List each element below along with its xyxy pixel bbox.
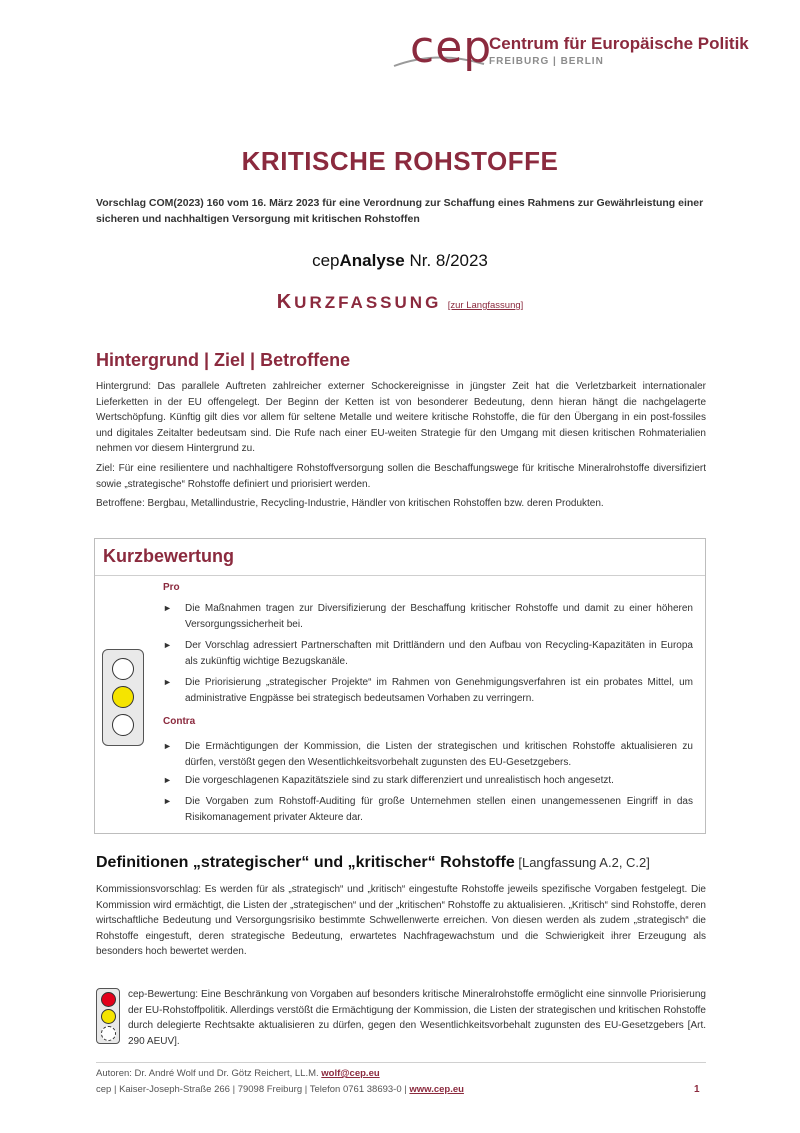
analysis-name: Analyse	[339, 251, 405, 270]
betroffene-paragraph: Betroffene: Bergbau, Metallindustrie, Recycling-Industrie, Händler von kritischen Rohstoffen bzw. deren Produkten.	[96, 498, 604, 509]
bullet-triangle-icon: ►	[163, 775, 172, 785]
contra-label: Contra	[163, 716, 196, 727]
org-cities: FREIBURG | BERLIN	[489, 56, 604, 67]
bullet-triangle-icon: ►	[163, 677, 172, 687]
langfassung-reference: [Langfassung A.2, C.2]	[514, 855, 650, 870]
website-link[interactable]: www.cep.eu	[409, 1084, 464, 1095]
small-traffic-light-green-lamp	[101, 1026, 116, 1041]
logo-wordmark: cep	[410, 22, 493, 73]
pro-item: ► Die Priorisierung „strategischer Projekte“ im Rahmen von Genehmigungsverfahren ist ein probates Mittel, um administrative Engpässe bei strategisch bedeutsamen Vorhaben zu verringern.	[163, 677, 693, 704]
contra-item: ► Die Vorgaben zum Rohstoff-Auditing für große Unternehmen stellen einen unangemessenen Eingriff in das Risikomanagement privater Akteure dar.	[163, 796, 693, 823]
section-definitionen-title: Definitionen „strategischer“ und „kritischer“ Rohstoffe [Langfassung A.2, C.2]	[96, 854, 650, 871]
org-name: Centrum für Europäische Politik	[489, 34, 749, 53]
traffic-light-yellow-lamp	[112, 686, 134, 708]
kurzfassung-first-letter: K	[276, 291, 295, 313]
kurzbewertung-box	[94, 538, 706, 834]
page-title: KRITISCHE ROHSTOFFE	[241, 146, 559, 176]
contra-item: ► Die vorgeschlagenen Kapazitätsziele sind zu stark differenziert und unrealistisch hoch angesetzt.	[163, 773, 693, 789]
kurzbewertung-title: Kurzbewertung	[103, 546, 235, 566]
kurzfassung-heading	[0, 291, 800, 314]
kurzfassung-label	[277, 293, 442, 312]
bullet-triangle-icon: ►	[163, 741, 172, 751]
analysis-prefix: cep	[312, 251, 340, 270]
cep-bewertung-paragraph: cep-Bewertung: Eine Beschränkung von Vorgaben auf besonders kritische Mineralrohstoffe ermöglicht eine sinnvolle Priorisierung der EU-Rohstoffpolitik. Allerdings verstößt die Ermächtigung der Kommission, die Listen der strategischen und kritischen Rohstoffe durch delegierte Rechtsakte aktualisieren zu dürfen, gegen den Wesentlichkeitsvorbehalt zugunsten des EU-Gesetzgebers [Art. 290 AEUV].	[128, 989, 706, 1047]
traffic-light-green-lamp	[112, 714, 134, 736]
footer-address: cep | Kaiser-Joseph-Straße 266 | 79098 Freiburg | Telefon 0761 38693-0 | www.cep.eu	[96, 1084, 464, 1095]
cep-logo	[392, 22, 749, 77]
author-email-link[interactable]: wolf@cep.eu	[321, 1068, 380, 1079]
traffic-light-icon	[102, 649, 144, 746]
document-subtitle: Vorschlag COM(2023) 160 vom 16. März 2023 für eine Verordnung zur Schaffung eines Rahmens zur Gewährleistung einer sicheren und nachhaltigen Versorgung mit kritischen Rohstoffen	[96, 197, 704, 225]
bullet-triangle-icon: ►	[163, 796, 172, 806]
contra-item: ► Die Ermächtigungen der Kommission, die Listen der strategischen und kritischen Rohstoffe aktualisieren zu dürfen, verstößt gegen den Wesentlichkeitsvorbehalt zugunsten des EU-Gesetzgebers.	[163, 741, 693, 768]
ziel-paragraph: Ziel: Für eine resilientere und nachhaltigere Rohstoffversorgung sollen die Beschaffungswege für kritische Mineralrohstoffe diversifiziert sowie „strategische“ Rohstoffe definiert und priorisiert werden.	[96, 463, 706, 490]
footer-authors: Autoren: Dr. André Wolf und Dr. Götz Reichert, LL.M. wolf@cep.eu	[96, 1068, 380, 1079]
kurzfassung-rest: URZFASSUNG	[294, 293, 442, 312]
hintergrund-paragraph: Hintergrund: Das parallele Auftreten zahlreicher externer Schockereignisse in jüngster Zeit hat die Verletzbarkeit internationaler Lieferketten in der EU offengelegt. Der Beginn der Ketten ist von besonderer Bedeutung, denn hieran hängt die nachgelagerte Wertschöpfung. Künftig gilt dies vor allem für seltene Metalle und weitere kritische Rohstoffe, die für den Übergang in ein post-fossiles und digitales Zeitalter bedeutsam sind. Die Rufe nach einer EU-weiten Strategie für den Umgang mit diesen kritischen Rohmaterialien nehmen vor diesem Hintergrund zu.	[96, 381, 706, 454]
small-traffic-light-red-lamp	[101, 992, 116, 1007]
pro-label: Pro	[163, 582, 180, 593]
bullet-triangle-icon: ►	[163, 640, 172, 650]
page-number: 1	[694, 1084, 700, 1095]
pro-item: ► Der Vorschlag adressiert Partnerschaften mit Drittländern und den Aufbau von Recycling-Kapazitäten in Europa als zukünftig wichtige Bezugskanäle.	[163, 640, 693, 667]
analysis-number	[0, 251, 800, 271]
small-traffic-light-yellow-lamp	[101, 1009, 116, 1024]
section-hintergrund-title: Hintergrund | Ziel | Betroffene	[96, 350, 351, 370]
langfassung-link[interactable]: [zur Langfassung]	[447, 300, 524, 311]
bullet-triangle-icon: ►	[163, 603, 172, 613]
footer-divider	[96, 1062, 706, 1063]
kommissionsvorschlag-paragraph: Kommissionsvorschlag: Es werden für als „strategisch“ und „kritisch“ eingestufte Rohstoffe jeweils spezifische Vorgaben festgelegt. Die Kommission wird ermächtigt, die Listen der „strategischen“ und der „kritischen“ Rohstoffe zu aktualisieren. „Kritisch“ sind Rohstoffe, deren wirtschaftliche Bedeutung und Versorgungsrisiko bestimmte Schwellenwerte erreichen. Von diesen werden als zudem „strategisch“ die Rohstoffe eingestuft, deren strategische Bedeutung, erwartetes Nachfragewachstum und die Schwierigkeit ihrer Erzeugung als besonders hoch bewertet werden.	[96, 884, 706, 957]
traffic-light-red-lamp	[112, 658, 134, 680]
pro-item: ► Die Maßnahmen tragen zur Diversifizierung der Beschaffung kritischer Rohstoffe und damit zu einer höheren Versorgungssicherheit bei.	[163, 603, 693, 630]
small-traffic-light-icon	[96, 988, 120, 1044]
kurzbewertung-divider	[95, 575, 705, 576]
analysis-nr: Nr. 8/2023	[404, 251, 488, 270]
